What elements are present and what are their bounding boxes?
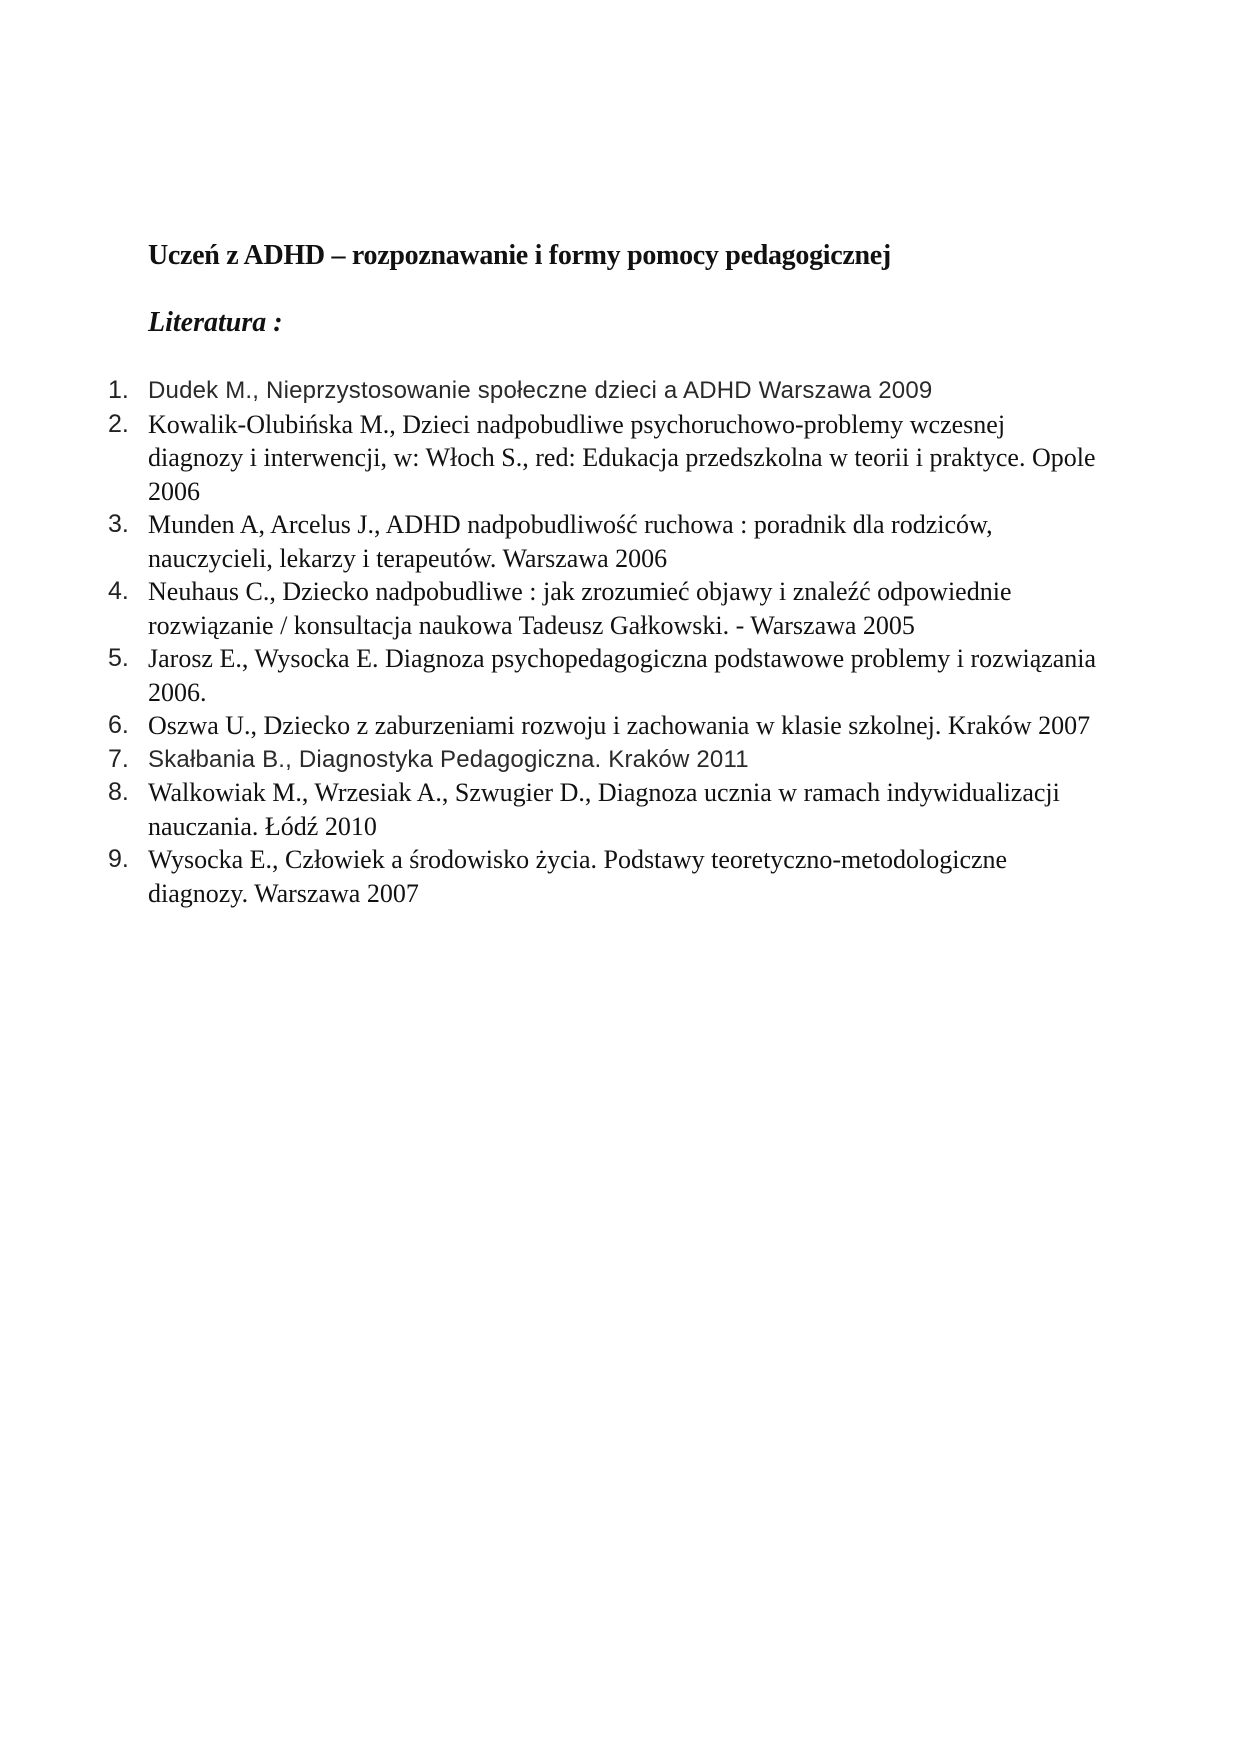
item-text: Dudek M., Nieprzystosowanie społeczne dzieci a ADHD Warszawa 2009 (148, 377, 933, 404)
bibliography-heading: Literatura : (148, 307, 283, 338)
bibliography-item (100, 374, 1100, 408)
item-number: 8. (108, 778, 129, 806)
bibliography-item (100, 575, 1100, 642)
item-text: Munden A, Arcelus J., ADHD nadpobudliwość ruchowa : poradnik dla rodziców, nauczycieli, lekarzy i terapeutów. Warszawa 2006 (148, 510, 993, 573)
item-number: 5. (108, 644, 129, 672)
item-text: Oszwa U., Dziecko z zaburzeniami rozwoju i zachowania w klasie szkolnej. Kraków 2007 (148, 711, 1091, 740)
item-text: Skałbania B., Diagnostyka Pedagogiczna. Kraków 2011 (148, 745, 749, 773)
bibliography-item (100, 408, 1100, 509)
bibliography-list (100, 374, 1100, 910)
bibliography-item (100, 642, 1100, 709)
item-text: Wysocka E., Człowiek a środowisko życia. Podstawy teoretyczno-metodologiczne diagnozy. Warszawa 2007 (148, 845, 1008, 908)
document-title: Uczeń z ADHD – rozpoznawanie i formy pomocy pedagogicznej (148, 240, 891, 271)
bibliography-item (100, 776, 1100, 843)
item-number: 7. (108, 744, 129, 773)
item-text: Neuhaus C., Dziecko nadpobudliwe : jak zrozumieć objawy i znaleźć odpowiednie rozwiązanie / konsultacja naukowa Tadeusz Gałkowski. - Warszawa 2005 (148, 577, 1012, 640)
item-number: 4. (108, 577, 129, 605)
item-number: 6. (108, 711, 129, 739)
item-text: Jarosz E., Wysocka E. Diagnoza psychopedagogiczna podstawowe problemy i rozwiązania 2006. (148, 644, 1097, 707)
bibliography-item (100, 709, 1100, 743)
item-number: 3. (108, 510, 129, 538)
item-text: Walkowiak M., Wrzesiak A., Szwugier D., Diagnoza ucznia w ramach indywidualizacji nauczania. Łódź 2010 (148, 778, 1060, 841)
bibliography-item (100, 843, 1100, 910)
bibliography-item (100, 743, 1100, 777)
item-text: Kowalik-Olubińska M., Dzieci nadpobudliwe psychoruchowo-problemy wczesnej diagnozy i interwencji, w: Włoch S., red: Edukacja przedszkolna w teorii i praktyce. Opole 2006 (148, 409, 1096, 506)
item-number: 1. (108, 376, 129, 404)
item-number: 9. (108, 845, 129, 873)
item-number: 2. (108, 409, 129, 438)
bibliography-item (100, 508, 1100, 575)
